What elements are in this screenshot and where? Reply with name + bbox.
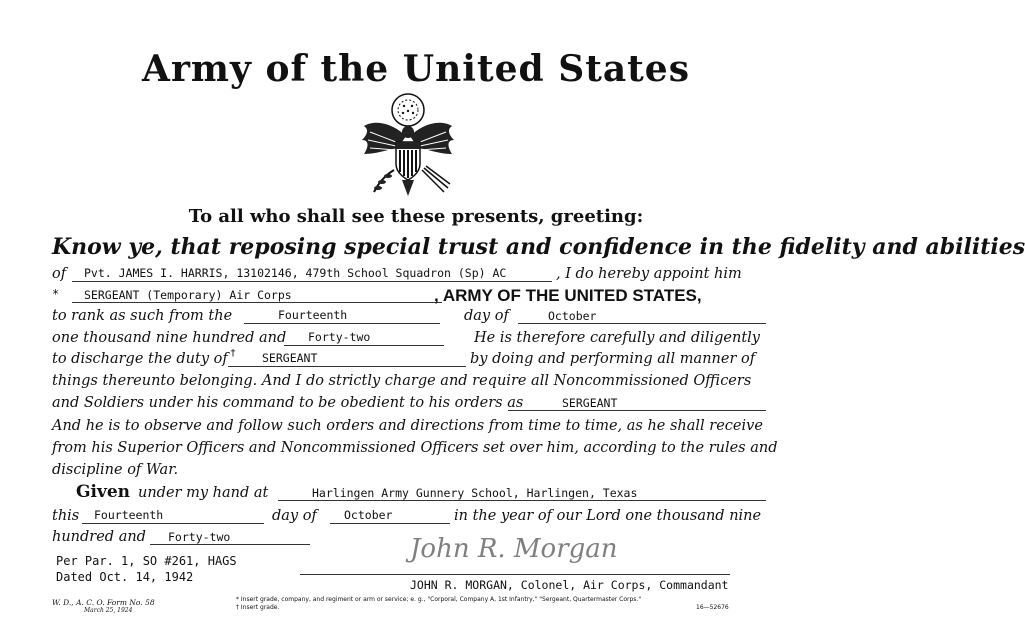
in-year-text: in the year of our Lord one thousand nine — [454, 508, 762, 524]
per-par-reference: Per Par. 1, SO #261, HAGS — [56, 554, 237, 568]
rank-year-field: Forty-two — [308, 330, 371, 344]
greeting-line: To all who shall see these presents, greeting: — [188, 206, 644, 227]
rank-field: SERGEANT (Temporary) Air Corps — [84, 288, 292, 302]
footnote-one: * Insert grade, company, and regiment or arm or service; e. g., "Corporal, Company A, 1st Infantry," "Sergeant, Quartermaster Corps." — [236, 596, 642, 603]
duty-field: SERGEANT — [262, 351, 318, 365]
soldiers-line: and Soldiers under his command to be obedient to his orders as — [52, 395, 524, 411]
dated-reference: Dated Oct. 14, 1942 — [56, 570, 194, 584]
one-thousand-label: one thousand nine hundred and — [52, 330, 287, 346]
rank-month-field: October — [548, 309, 597, 323]
day-of-label: day of — [464, 308, 509, 324]
appoint-text: , I do hereby appoint him — [556, 266, 742, 282]
given-label: Given — [76, 482, 131, 502]
therefore-text: He is therefore carefully and diligently — [474, 330, 760, 346]
under-hand-label: under my hand at — [138, 485, 269, 501]
eagle-seal-icon — [356, 92, 460, 200]
certificate-title: Army of the United States — [142, 48, 690, 90]
form-date: March 25, 1924 — [84, 607, 133, 614]
place-field: Harlingen Army Gunnery School, Harlingen, Texas — [312, 486, 638, 500]
signer-title: JOHN R. MORGAN, Colonel, Air Corps, Commandant — [410, 578, 729, 592]
form-number: W. D., A. C. O. Form No. 58 — [52, 598, 155, 607]
of-label: of — [52, 266, 67, 282]
soldier-name-field: Pvt. JAMES I. HARRIS, 13102146, 479th School Squadron (Sp) AC — [84, 266, 507, 280]
to-rank-label: to rank as such from the — [52, 308, 233, 324]
observe-line: And he is to observe and follow such orders and directions from time to time, as he shall receive — [52, 418, 763, 434]
given-day-field: Fourteenth — [94, 508, 164, 522]
by-doing-text: by doing and performing all manner of — [470, 351, 756, 367]
army-name: , ARMY OF THE UNITED STATES, — [434, 286, 702, 305]
discharge-label: to discharge the duty of — [52, 351, 228, 367]
dagger-mark: † — [230, 348, 237, 359]
discipline-line: discipline of War. — [52, 462, 179, 478]
know-ye-line: Know ye, that reposing special trust and confidence in the fidelity and abilities — [52, 234, 1025, 260]
rank-day-field: Fourteenth — [278, 308, 348, 322]
given-year-field: Forty-two — [168, 530, 231, 544]
print-code: 16—52676 — [696, 604, 729, 611]
things-line: things thereunto belonging. And I do strictly charge and require all Noncommissioned Officers — [52, 373, 752, 389]
footnote-two: † Insert grade. — [236, 604, 280, 611]
this-label: this — [52, 508, 80, 524]
day-of-label-2: day of — [272, 508, 317, 524]
given-month-field: October — [344, 508, 393, 522]
superior-line: from his Superior Officers and Noncommissioned Officers set over him, according to the rules and — [52, 440, 778, 456]
hundred-and-label: hundred and — [52, 529, 146, 545]
signature: John R. Morgan — [410, 534, 618, 564]
orders-field: SERGEANT — [562, 396, 618, 410]
asterisk-mark: * — [52, 287, 60, 301]
